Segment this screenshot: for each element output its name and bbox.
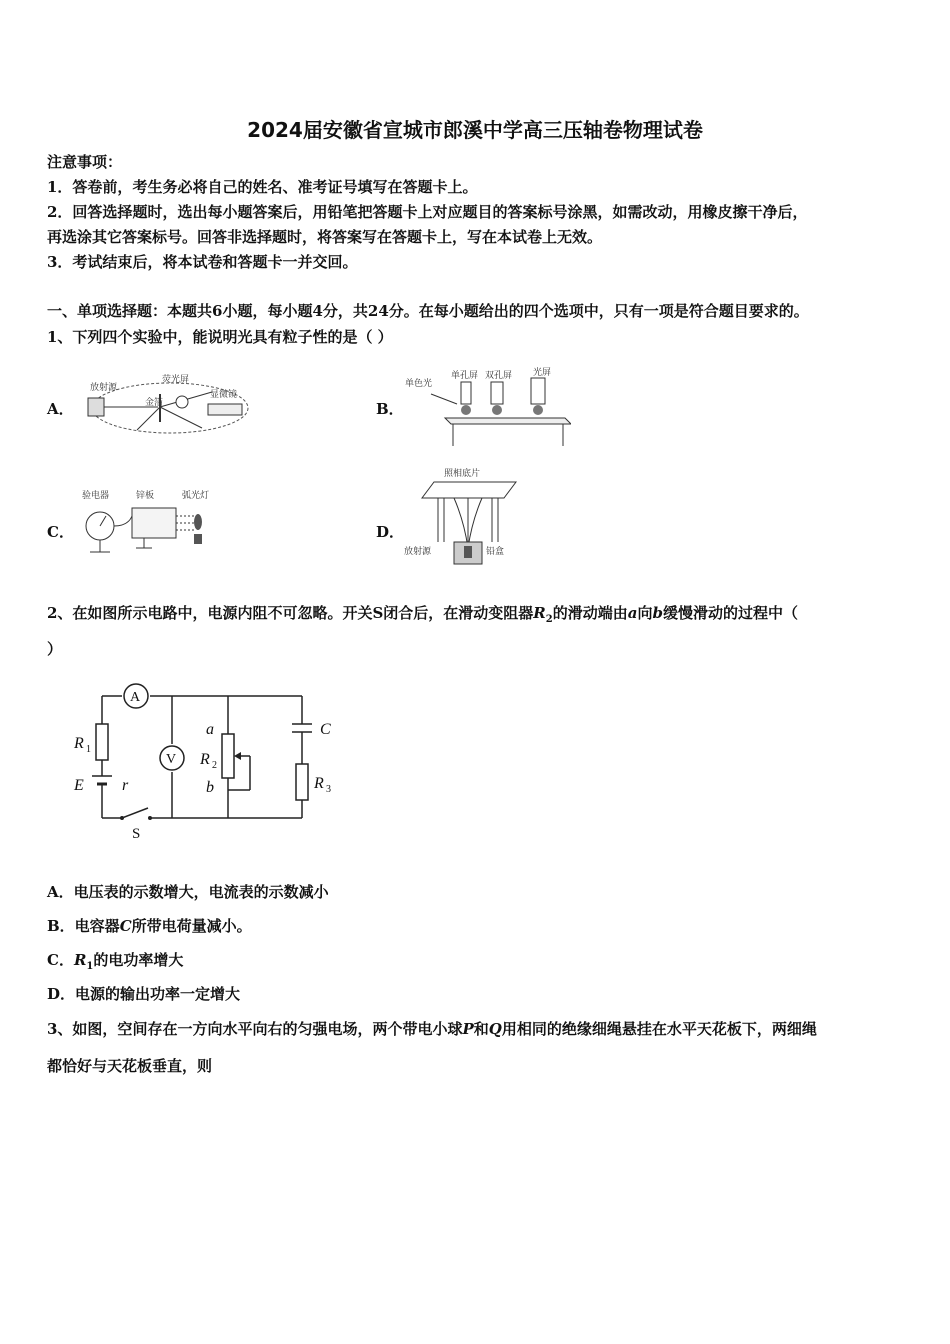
option-b-label: B． bbox=[376, 400, 404, 418]
question-1-stem: 1、下列四个实验中，能说明光具有粒子性的是（ ） bbox=[47, 328, 393, 346]
notice-heading: 注意事项： bbox=[47, 153, 123, 171]
r2-label: R bbox=[200, 751, 210, 768]
figure-c-label-electroscope: 验电器 bbox=[82, 491, 110, 501]
figure-d-label-lead-box: 铅盒 bbox=[486, 547, 505, 557]
figure-d-label-source: 放射源 bbox=[404, 547, 432, 557]
q2-option-a: A．电压表的示数增大，电流表的示数减小 bbox=[47, 883, 329, 901]
figure-c-label-arc-lamp: 弧光灯 bbox=[182, 491, 210, 501]
option-c-label: C． bbox=[47, 523, 74, 541]
internal-resistance-label: r bbox=[122, 777, 129, 794]
figure-c-label-zinc-plate: 锌板 bbox=[136, 491, 155, 501]
section-heading: 一、单项选择题：本题共6小题，每小题4分，共24分。在每小题给出的四个选项中，只有一项是符合题目要求的。 bbox=[47, 302, 809, 320]
figure-a-label-source: 放射源 bbox=[90, 383, 118, 393]
question-3-stem-line-1: 3、如图，空间存在一方向水平向右的匀强电场，两个带电小球P和Q用相同的绝缘细绳悬挂在水平天花板下，两细绳 bbox=[47, 1020, 817, 1038]
end-a-label: a bbox=[206, 721, 214, 738]
r1-label: R bbox=[74, 735, 84, 752]
figure-a-alpha-scattering bbox=[82, 372, 254, 438]
r1-subscript: 1 bbox=[86, 744, 91, 755]
r3-label: R bbox=[314, 775, 324, 792]
notice-item-3: 3．考试结束后，将本试卷和答题卡一并交回。 bbox=[47, 253, 358, 271]
notice-item-2-line-1: 2．回答选择题时，选出每小题答案后，用铅笔把答题卡上对应题目的答案标号涂黑，如需改动，用橡皮擦干净后， bbox=[47, 203, 808, 221]
voltmeter-label: V bbox=[166, 752, 177, 767]
option-d-label: D． bbox=[376, 523, 405, 541]
figure-b-label-screen: 光屏 bbox=[533, 368, 552, 378]
page-title: 2024届安徽省宣城市郎溪中学高三压轴卷物理试卷 bbox=[247, 118, 703, 142]
figure-b-double-slit bbox=[405, 366, 571, 446]
q2-option-b: B．电容器C所带电荷量减小。 bbox=[47, 917, 252, 935]
end-b-label: b bbox=[206, 779, 214, 796]
switch-label: S bbox=[132, 826, 141, 840]
figure-b-label-single-slit: 单孔屏 bbox=[451, 371, 479, 381]
option-a-label: A． bbox=[47, 400, 74, 418]
notice-item-2-line-2: 再选涂其它答案标号。回答非选择题时，将答案写在答题卡上，写在本试卷上无效。 bbox=[47, 228, 603, 246]
q2-option-d: D．电源的输出功率一定增大 bbox=[47, 985, 241, 1003]
figure-d-radiation bbox=[404, 466, 524, 568]
figure-a-label-microscope: 显微镜 bbox=[210, 390, 238, 400]
r3-subscript: 3 bbox=[326, 784, 331, 795]
figure-c-photoelectric bbox=[76, 486, 226, 558]
emf-label: E bbox=[74, 777, 84, 794]
figure-a-label-screen: 荧光屏 bbox=[162, 375, 190, 385]
figure-b-label-double-slit: 双孔屏 bbox=[485, 371, 513, 381]
figure-q2-circuit bbox=[66, 680, 356, 840]
q2-option-c: C．$R_1$的电功率增大 bbox=[47, 951, 184, 972]
figure-a-label-foil: 金箔 bbox=[145, 398, 164, 408]
question-2-stem-end: ） bbox=[47, 640, 63, 658]
ammeter-label: A bbox=[130, 690, 141, 705]
r2-subscript: 2 bbox=[212, 760, 217, 771]
notice-item-1: 1．答卷前，考生务必将自己的姓名、准考证号填写在答题卡上。 bbox=[47, 178, 478, 196]
question-2-stem: 2、在如图所示电路中，电源内阻不可忽略。开关S闭合后，在滑动变阻器$R_2$的滑动端由a向b缓慢滑动的过程中（ bbox=[47, 604, 798, 625]
capacitor-label: C bbox=[320, 721, 331, 738]
question-3-stem-line-2: 都恰好与天花板垂直，则 bbox=[47, 1057, 213, 1075]
figure-d-label-film: 照相底片 bbox=[444, 469, 481, 479]
figure-b-label-light: 单色光 bbox=[405, 379, 433, 389]
